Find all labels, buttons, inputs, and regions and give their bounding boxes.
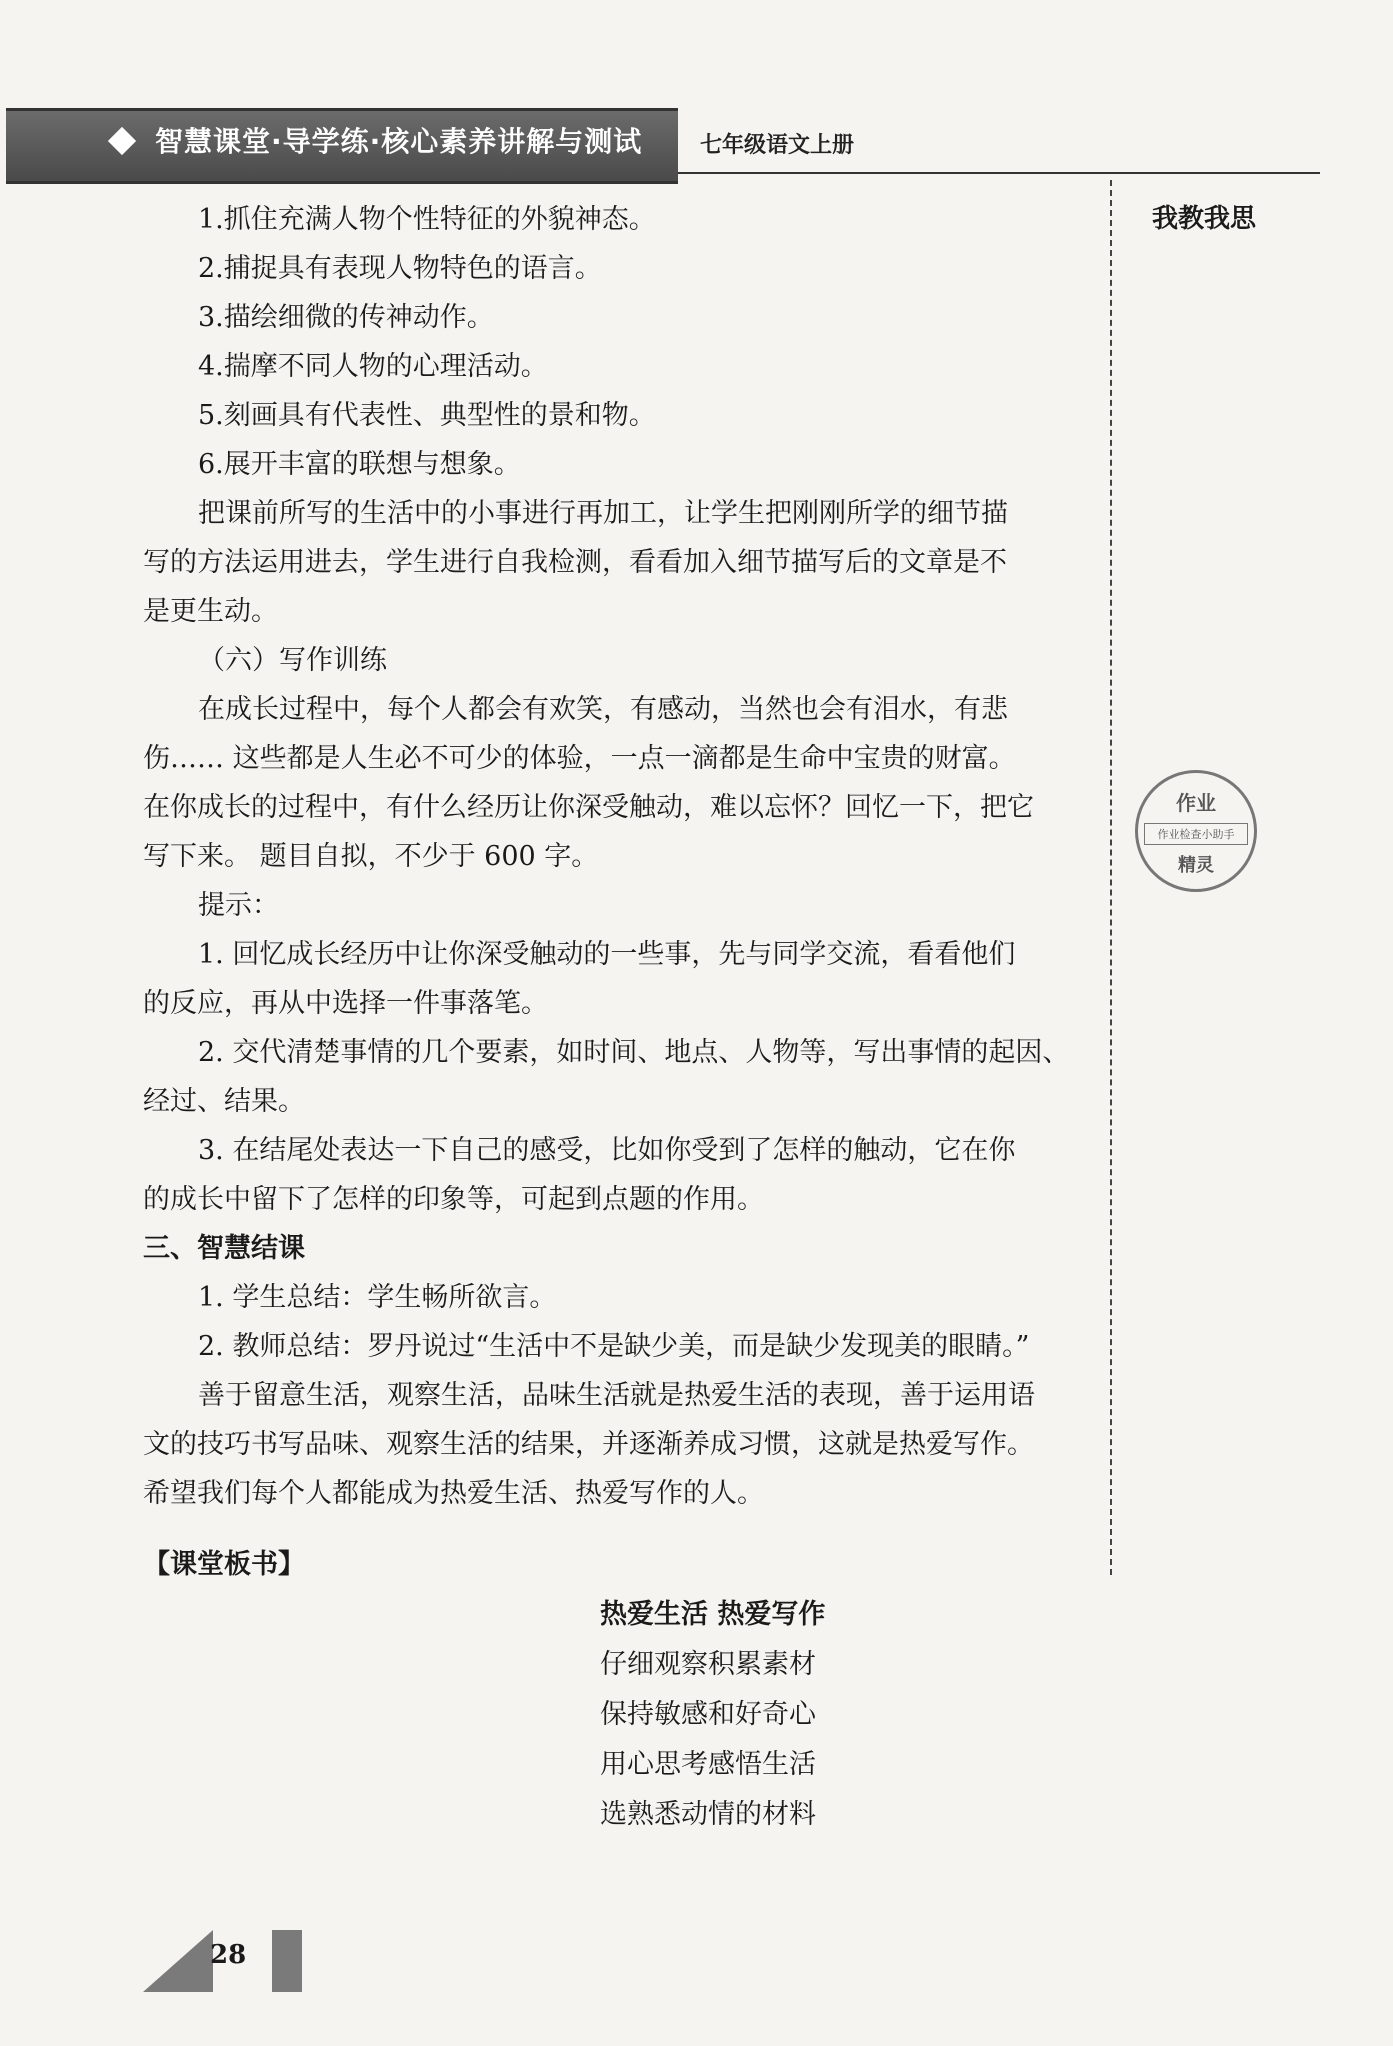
- grade-label: 七年级语文上册: [700, 133, 855, 158]
- stamp-bottom-text: 精灵: [1178, 855, 1214, 876]
- text-line: 写的方法运用进去，学生进行自我检测，看看加入细节描写后的文章是不: [143, 547, 1007, 578]
- text-line: 5.刻画具有代表性、典型性的景和物。: [198, 400, 656, 431]
- board-item: 用心思考感悟生活: [600, 1749, 816, 1780]
- text-line: 2. 交代清楚事情的几个要素，如时间、地点、人物等，写出事情的起因、: [198, 1037, 1070, 1068]
- board-item: 仔细观察积累素材: [600, 1649, 816, 1680]
- text-line: 在你成长的过程中，有什么经历让你深受触动，难以忘怀？回忆一下，把它: [143, 792, 1034, 823]
- blackboard-summary: [600, 1590, 825, 1840]
- text-line: 1.抓住充满人物个性特征的外貌神态。: [198, 204, 656, 235]
- text-line: 提示：: [198, 890, 279, 921]
- text-line: 的反应，再从中选择一件事落笔。: [143, 988, 548, 1019]
- section-heading: （六）写作训练: [198, 645, 387, 676]
- section-heading: 三、智慧结课: [143, 1233, 305, 1264]
- text-line: 2. 教师总结：罗丹说过“生活中不是缺少美，而是缺少发现美的眼睛。”: [198, 1331, 1030, 1362]
- text-line: 把课前所写的生活中的小事进行再加工，让学生把刚刚所学的细节描: [198, 498, 1008, 529]
- text-line: 善于留意生活，观察生活，品味生活就是热爱生活的表现，善于运用语: [198, 1380, 1035, 1411]
- main-text: [143, 195, 1105, 1518]
- text-line: 经过、结果。: [143, 1086, 305, 1117]
- corner-decoration: [143, 1930, 213, 1992]
- text-line: 3. 在结尾处表达一下自己的感受，比如你受到了怎样的触动，它在你: [198, 1135, 1016, 1166]
- text-line: 1. 学生总结：学生畅所欲言。: [198, 1282, 557, 1313]
- text-line: 3.描绘细微的传神动作。: [198, 302, 494, 333]
- text-line: 4.揣摩不同人物的心理活动。: [198, 351, 548, 382]
- board-item: 保持敏感和好奇心: [600, 1699, 816, 1730]
- text-line: 在成长过程中，每个人都会有欢笑，有感动，当然也会有泪水，有悲: [198, 694, 1008, 725]
- stamp-middle-text: 作业检查小助手: [1144, 823, 1248, 845]
- corner-bar-decoration: [272, 1930, 302, 1992]
- stamp-logo: [1135, 770, 1257, 892]
- board-item: 选熟悉动情的材料: [600, 1799, 816, 1830]
- header-divider: [678, 172, 1320, 174]
- board-heading: 热爱生活 热爱写作: [600, 1599, 826, 1630]
- text-line: 希望我们每个人都能成为热爱生活、热爱写作的人。: [143, 1478, 764, 1509]
- page-number: 28: [210, 1940, 247, 1970]
- series-title: 智慧课堂·导学练·核心素养讲解与测试: [155, 125, 643, 158]
- margin-divider: [1110, 180, 1112, 1575]
- text-line: 文的技巧书写品味、观察生活的结果，并逐渐养成习惯，这就是热爱写作。: [143, 1429, 1034, 1460]
- board-section-title: 【课堂板书】: [143, 1549, 305, 1580]
- sidebar-title: 我教我思: [1152, 204, 1257, 234]
- text-line: 的成长中留下了怎样的印象等，可起到点题的作用。: [143, 1184, 764, 1215]
- text-line: 写下来。 题目自拟，不少于 600 字。: [143, 841, 599, 872]
- text-line: 6.展开丰富的联想与想象。: [198, 449, 521, 480]
- text-line: 是更生动。: [143, 596, 278, 627]
- text-line: 伤…… 这些都是人生必不可少的体验，一点一滴都是生命中宝贵的财富。: [143, 743, 1016, 774]
- text-line: 1. 回忆成长经历中让你深受触动的一些事，先与同学交流，看看他们: [198, 939, 1016, 970]
- stamp-top-text: 作业: [1176, 791, 1216, 815]
- text-line: 2.捕捉具有表现人物特色的语言。: [198, 253, 602, 284]
